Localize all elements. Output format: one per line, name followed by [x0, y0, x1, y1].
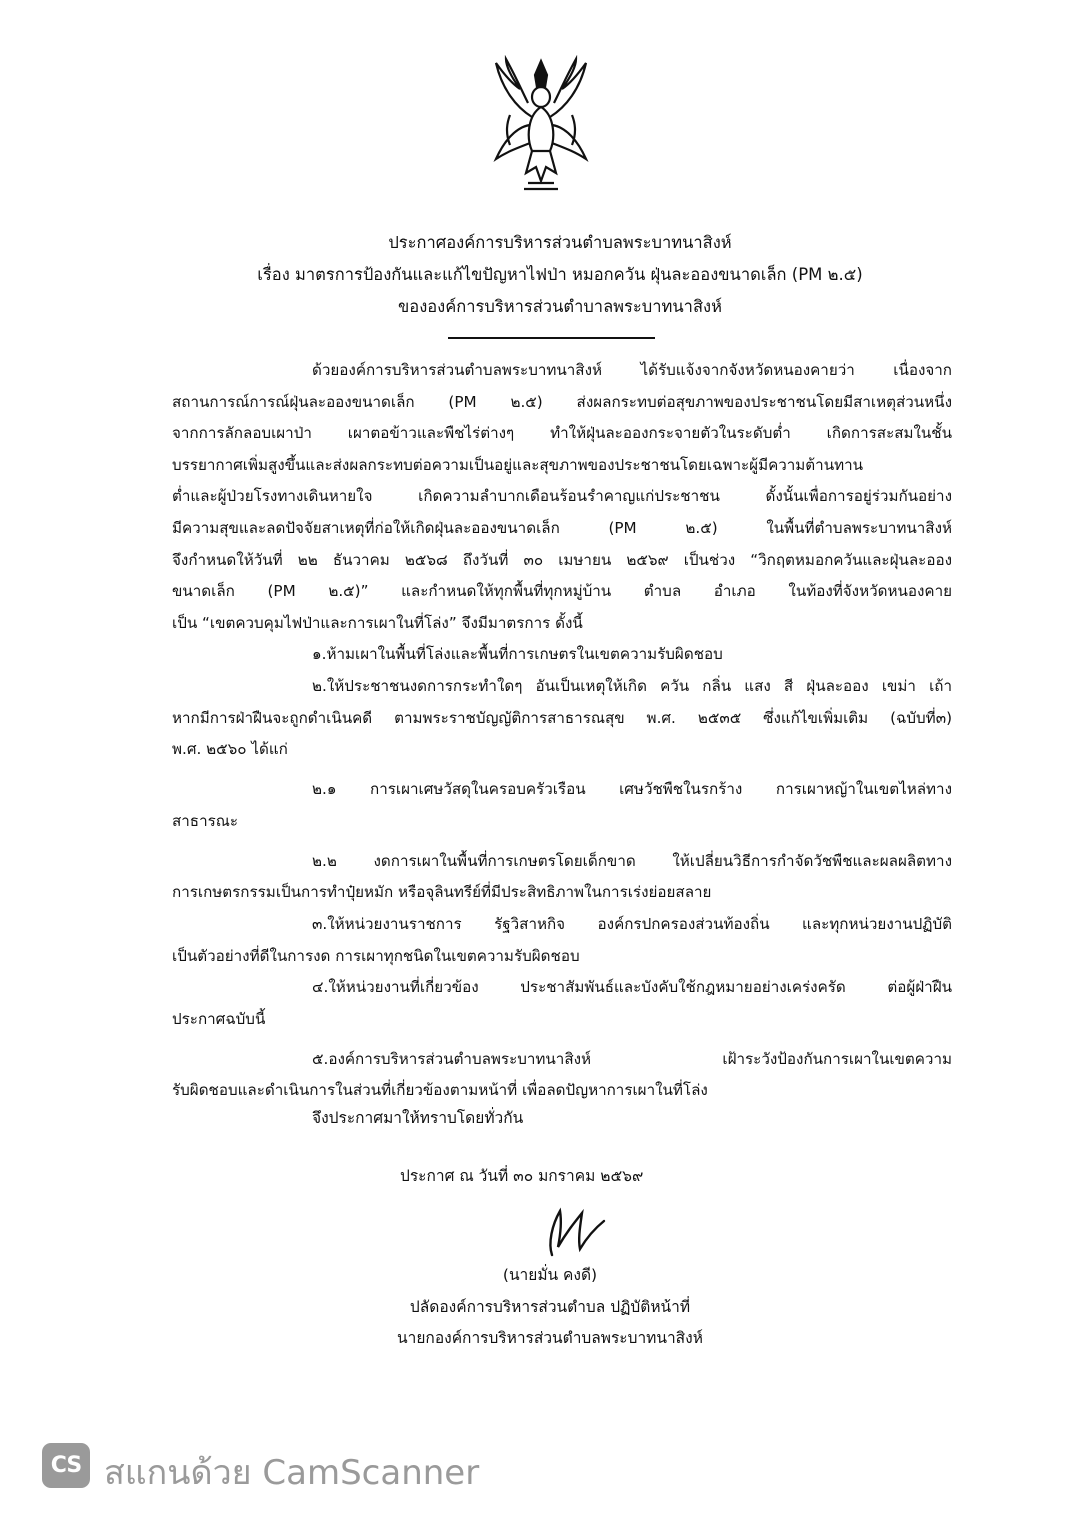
measure-4: ๔.ให้หน่วยงานที่เกี่ยวข้อง ประชาสัมพันธ์และบังคับใช้กฎหมายอย่างเคร่งครัด ต่อผู้ฝ่าฝืน: [312, 978, 952, 997]
body-line: เป็น “เขตควบคุมไฟป่าและการเผาในที่โล่ง” จึงมีมาตรการ ดั้งนี้: [172, 613, 583, 632]
body-line: สถานการณ์การณ์ฝุ่นละอองขนาดเล็ก (PM ๒.๕) ส่งผลกระทบต่อสุขภาพของประชาชนโดยมีสาเหตุส่วนหนึ่ง: [172, 392, 952, 411]
measure-2-2: ๒.๒ งดการเผาในพื้นที่การเกษตรโดยเด็กขาด ให้เปลี่ยนวิธีการกำจัดวัชพืชและผลผลิตทาง: [312, 851, 952, 870]
measure-3: ๓.ให้หน่วยงานราชการ รัฐวิสาหกิจ องค์กรปกครองส่วนท้องถิ่น และทุกหน่วยงานปฏิบัติ: [312, 914, 952, 933]
body-line: ต่ำและผู้ป่วยโรงทางเดินหายใจ เกิดความลำบากเดือนร้อนรำคาญแก่ประชาชน ดั้งนั้นเพื่อการอยู่ร่วมกันอย่าง: [172, 487, 952, 506]
signatory-name: (นายมั่น คงดี): [502, 1266, 598, 1284]
body-line: จึงกำหนดให้วันที่ ๒๒ ธันวาคม ๒๕๖๘ ถึงวันที่ ๓๐ เมษายน ๒๕๖๙ เป็นช่วง “วิกฤตหมอกควันและฝุ่นละออง: [172, 550, 952, 569]
body-line: จากการลักลอบเผาป่า เผาตอข้าวและพืชไร่ต่างๆ ทำให้ฝุ่นละอองกระจายตัวในระดับต่ำ เกิดการสะสมในชั้น: [172, 424, 952, 443]
garuda-emblem-icon: [480, 55, 602, 195]
camscanner-logo-icon: CS: [42, 1443, 90, 1488]
closing-statement: จึงประกาศมาให้ทราบโดยทั่วกัน: [312, 1109, 524, 1127]
body-line: พ.ศ. ๒๕๖๐ ได้แก่: [172, 740, 288, 759]
title-line-1: ประกาศองค์การบริหารส่วนตำบลพระบาทนาสิงห์: [388, 233, 732, 252]
title-line-3: ขององค์การบริหารส่วนตำบาลพระบาทนาสิงห์: [398, 297, 722, 316]
body-line: เป็นตัวอย่างที่ดีในการงด การเผาทุกชนิดในเขตความรับผิดชอบ: [172, 946, 580, 965]
measure-2-1: ๒.๑ การเผาเศษวัสดุในครอบครัวเรือน เศษวัชพืชในรกร้าง การเผาหญ้าในเขตไหล่ทาง: [312, 780, 952, 799]
signatory-position-2: นายกองค์การบริหารส่วนตำบลพระบาทนาสิงห์: [397, 1329, 703, 1347]
announcement-date: ประกาศ ณ วันที่ ๓๐ มกราคม ๒๕๖๙: [400, 1167, 644, 1185]
body-line: ขนาดเล็ก (PM ๒.๕)” และกำหนดให้ทุกพื้นที่ทุกหมู่บ้าน ตำบล อำเภอ ในท้องที่จังหวัดหนองคาย: [172, 582, 952, 601]
body-line: การเกษตรกรรมเป็นการทำปุ๋ยหมัก หรือจุลินทรีย์ที่มีประสิทธิภาพในการเร่งย่อยสลาย: [172, 883, 712, 902]
measure-2: ๒.ให้ประชาชนงดการกระทำใดๆ อันเป็นเหตุให้เกิด ควัน กลิ่น แสง สี ฝุ่นละออง เขม่า เถ้า: [312, 676, 952, 695]
signature-icon: [538, 1203, 608, 1263]
body-line: ประกาศฉบับนี้: [172, 1009, 266, 1028]
measure-5: ๕.องค์การบริหารส่วนตำบลพระบาทนาสิงห์ เฝ้าระวังป้องกันการเผาในเขตความ: [312, 1049, 952, 1068]
body-line: ด้วยองค์การบริหารส่วนตำบลพระบาทนาสิงห์ ได้รับแจ้งจากจังหวัดหนองคายว่า เนื่องจาก: [312, 361, 952, 379]
body-line: สาธารณะ: [172, 811, 239, 830]
title-divider: [448, 337, 655, 339]
camscanner-watermark: สแกนด้วย CamScanner: [104, 1453, 480, 1493]
measure-1: ๑.ห้ามเผาในพื้นที่โล่งและพื้นที่การเกษตรในเขตความรับผิดชอบ: [312, 645, 723, 664]
body-line: บรรยากาศเพิ่มสูงขึ้นและส่งผลกระทบต่อความเป็นอยู่และสุขภาพของประชาชนโดยเฉพาะผู้มีความต้านทาน: [172, 455, 864, 474]
signatory-position-1: ปลัดองค์การบริหารส่วนตำบล ปฏิบัติหน้าที่: [409, 1298, 691, 1316]
title-line-2: เรื่อง มาตรการป้องกันและแก้ไขปัญหาไฟป่า หมอกควัน ฝุ่นละอองขนาดเล็ก (PM ๒.๕): [257, 265, 863, 284]
body-line: รับผิดชอบและดำเนินการในส่วนที่เกี่ยวข้องตามหน้าที่ เพื่อลดปัญหาการเผาในที่โล่ง: [172, 1081, 708, 1100]
body-line: มีความสุขและลดปัจจัยสาเหตุที่ก่อให้เกิดฝุ่นละอองขนาดเล็ก (PM ๒.๕) ในพื้นที่ตำบลพระบาทนาสิงห์: [172, 518, 952, 537]
body-line: หากมีการฝ่าฝืนจะถูกดำเนินคดี ตามพระราชบัญญัติการสาธารณสุข พ.ศ. ๒๕๓๕ ซึ่งแก้ไขเพิ่มเติม (ฉบับที่๓): [172, 708, 952, 727]
announcement-body: [172, 355, 952, 1107]
